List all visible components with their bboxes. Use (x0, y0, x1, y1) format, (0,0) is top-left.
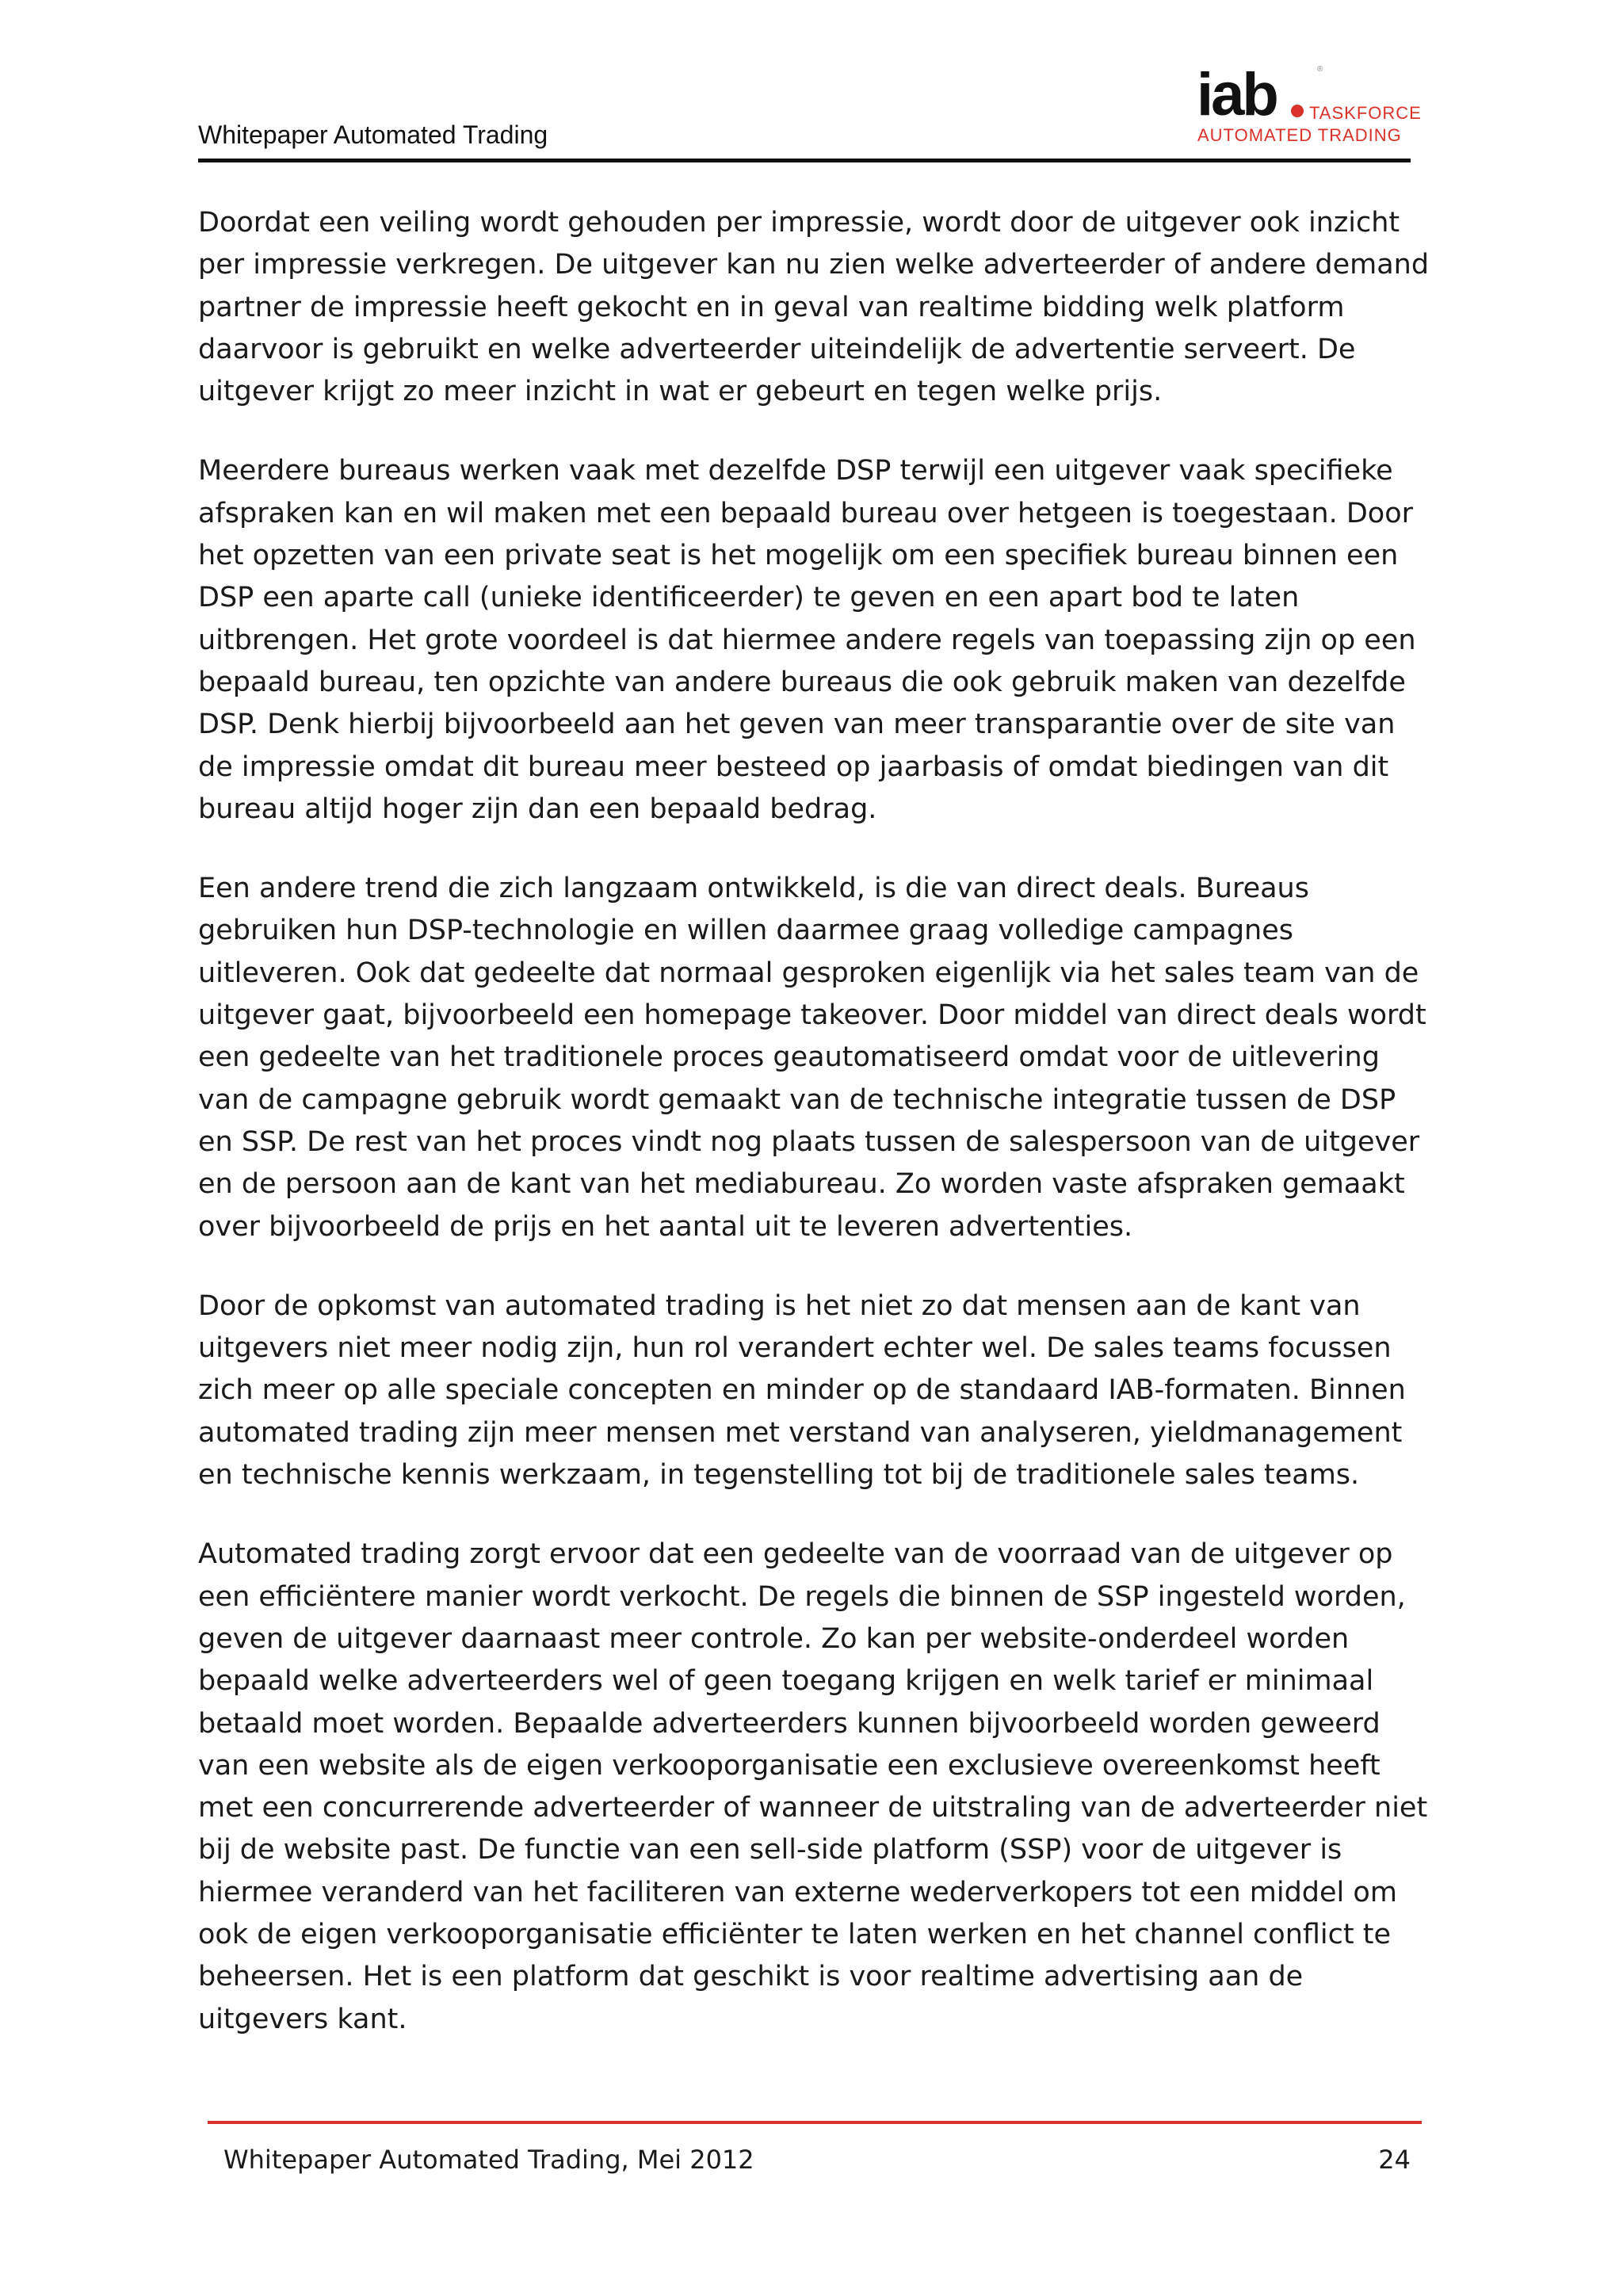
page-number: 24 (1378, 2145, 1411, 2175)
header-divider (198, 159, 1411, 162)
paragraph-5: Automated trading zorgt ervoor dat een gedeelte van de voorraad van de uitgever op een efficiëntere manier wordt verkocht. De regels die binnen de SSP ingesteld worden, geven de uitgever daarnaast meer controle. Zo kan per website-onderdeel worden bepaald welke adverteerders wel of geen toegang krijgen en welk tarief er minimaal betaald moet worden. Bepaalde adverteerders kunnen bijvoorbeeld worden geweerd van een website als de eigen verkooporganisatie een exclusieve overeenkomst heeft met een concurrerende adverteerder of wanneer de uitstraling van de adverteerder niet bij de website past. De functie van een sell-side platform (SSP) voor de uitgever is hiermee veranderd van het faciliteren van externe wederverkopers tot een middel om ook de eigen verkooporganisatie efficiënter te laten werken en het channel conflict te beheersen. Het is een platform dat geschikt is voor realtime advertising aan de uitgevers kant. (198, 1538, 1428, 2035)
logo-automated-trading-text: AUTOMATED TRADING (1197, 125, 1402, 145)
paragraph-2: Meerdere bureaus werken vaak met dezelfde DSP terwijl een uitgever vaak specifieke afspraken kan en wil maken met een bepaald bureau over hetgeen is toegestaan. Door het opzetten van een private seat is het mogelijk om een specifiek bureau binnen een DSP een aparte call (unieke identificeerder) te geven en een apart bod te laten uitbrengen. Het grote voordeel is dat hiermee andere regels van toepassing zijn op een bepaald bureau, ten opzichte van andere bureaus die ook gebruik maken van dezelfde DSP. Denk hierbij bijvoorbeeld aan het geven van meer transparantie over de site van de impressie omdat dit bureau meer besteed op jaarbasis of omdat biedingen van dit bureau altijd hoger zijn dan een bepaald bedrag. (198, 455, 1416, 825)
footer-text: Whitepaper Automated Trading, Mei 2012 (223, 2145, 754, 2175)
paragraph-1: Doordat een veiling wordt gehouden per impressie, wordt door de uitgever ook inzicht per impressie verkregen. De uitgever kan nu zien welke adverteerder of andere demand partner de impressie heeft gekocht en in geval van realtime bidding welk platform daarvoor is gebruikt en welke adverteerder uiteindelijk de advertentie serveert. De uitgever krijgt zo meer inzicht in wat er gebeurt en tegen welke prijs. (198, 207, 1430, 408)
body-text (198, 202, 1434, 2078)
logo-taskforce-text: TASKFORCE (1309, 103, 1422, 123)
header-title: Whitepaper Automated Trading (198, 120, 548, 149)
logo-trademark-icon: ® (1317, 65, 1323, 74)
paragraph-3: Een andere trend die zich langzaam ontwikkeld, is die van direct deals. Bureaus gebruiken hun DSP-technologie en willen daarmee graag volledige campagnes uitleveren. Ook dat gedeelte dat normaal gesproken eigenlijk via het sales team van de uitgever gaat, bijvoorbeeld een homepage takeover. Door middel van direct deals wordt een gedeelte van het traditionele proces geautomatiseerd omdat voor de uitlevering van de campagne gebruik wordt gemaakt van de technische integratie tussen de DSP en SSP. De rest van het proces vindt nog plaats tussen de salespersoon van de uitgever en de persoon aan de kant van het mediabureau. Zo worden vaste afspraken gemaakt over bijvoorbeeld de prijs en het aantal uit te leveren advertenties. (198, 873, 1426, 1243)
iab-logo (1197, 61, 1422, 148)
logo-dot-icon (1291, 105, 1304, 117)
footer-divider (208, 2121, 1422, 2124)
paragraph-4: Door de opkomst van automated trading is het niet zo dat mensen aan de kant van uitgevers niet meer nodig zijn, hun rol verandert echter wel. De sales teams focussen zich meer op alle speciale concepten en minder op de standaard IAB-formaten. Binnen automated trading zijn meer mensen met verstand van analyseren, yieldmanagement en technische kennis werkzaam, in tegenstelling tot bij de traditionele sales teams. (198, 1289, 1406, 1492)
logo-wordmark: iab (1197, 61, 1277, 128)
